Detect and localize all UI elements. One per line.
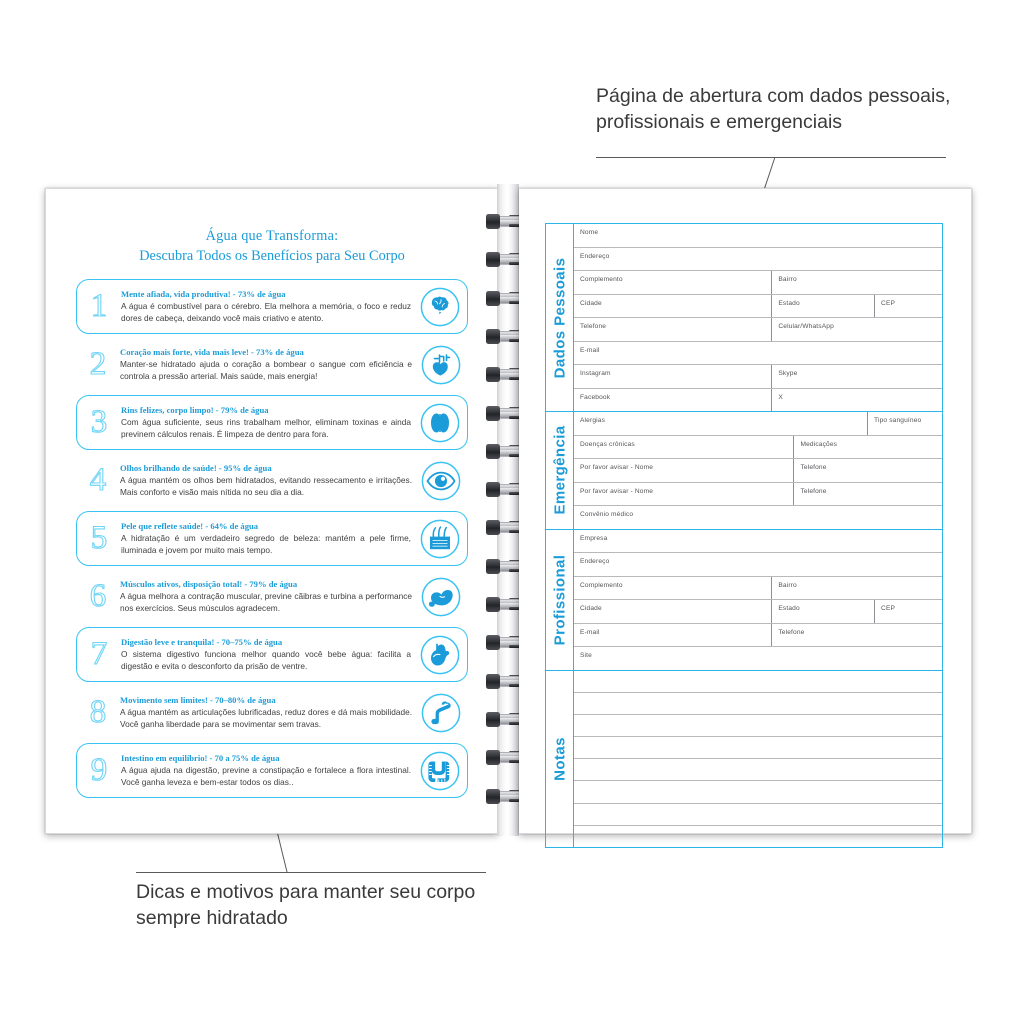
form-field-celular-whatsapp[interactable] — [772, 318, 955, 341]
notebook-spine — [497, 184, 519, 836]
benefit-number: 1 — [90, 288, 108, 325]
form-field-telefone[interactable] — [794, 459, 955, 482]
form-field-label: Tipo sanguíneo — [874, 417, 922, 424]
form-field-bairro[interactable] — [772, 577, 955, 600]
form-field-label: Doenças crônicas — [580, 440, 635, 448]
brain-icon — [417, 284, 463, 330]
benefit-text — [120, 579, 418, 615]
form-field-label: Estado — [778, 299, 800, 307]
section-tab-label: Profissional — [551, 554, 568, 645]
form-field-bairro[interactable] — [772, 271, 955, 294]
benefit-item — [76, 395, 468, 450]
benefit-text — [121, 637, 417, 673]
table-row — [574, 737, 942, 759]
benefit-text — [121, 753, 417, 789]
benefit-heading: Movimento sem limites! - 70–80% de água — [120, 695, 276, 706]
open-notebook — [45, 188, 971, 832]
form-section — [545, 529, 943, 670]
form-field-label: Celular/WhatsApp — [778, 323, 834, 330]
benefit-body: A hidratação é um verdadeiro segredo de beleza: mantém a pele firme, iluminada e jovem por muito mais tempo. — [121, 533, 411, 556]
table-row — [574, 506, 942, 529]
form-field-doen-as-cr-nicas[interactable] — [574, 436, 794, 459]
form-field-label: Telefone — [778, 628, 805, 636]
section-tab — [546, 412, 574, 529]
table-row — [574, 483, 942, 507]
table-row — [574, 624, 942, 648]
form-field-empresa[interactable] — [574, 530, 948, 553]
section-tab-label: Emergência — [551, 425, 568, 515]
benefit-body: Manter-se hidratado ajuda o coração a bombear o sangue com eficiência e controla a pressão arterial. Mais saúde, mais energia! — [120, 359, 412, 382]
form-field-label: Cidade — [580, 605, 602, 612]
table-row — [574, 295, 942, 319]
form-field-label: Endereço — [580, 252, 610, 260]
heart-icon — [418, 342, 464, 388]
benefit-body: Com água suficiente, seus rins trabalham melhor, eliminam toxinas e ainda previnem cálculos renais. É limpeza de dentro para fora. — [121, 417, 411, 440]
benefit-item — [76, 743, 468, 798]
section-tab — [546, 530, 574, 670]
benefit-number: 9 — [90, 752, 108, 789]
form-field-nome[interactable] — [574, 224, 948, 247]
benefit-text — [120, 695, 418, 731]
notes-write-line[interactable] — [574, 671, 942, 692]
eye-icon — [418, 458, 464, 504]
benefit-heading: Rins felizes, corpo limpo! - 79% de água — [121, 405, 269, 416]
notes-write-line[interactable] — [574, 804, 942, 825]
benefit-number: 2 — [89, 346, 107, 383]
table-row — [574, 577, 942, 601]
form-section — [545, 411, 943, 529]
form-field-estado[interactable] — [772, 295, 875, 318]
benefit-body: O sistema digestivo funciona melhor quando você bebe água: facilita a digestão e evita o desconforto da prisão de ventre. — [121, 649, 411, 672]
notes-write-line[interactable] — [574, 781, 942, 802]
form-field-label: X — [778, 393, 783, 401]
notes-write-line[interactable] — [574, 715, 942, 736]
table-row — [574, 271, 942, 295]
form-field-telefone[interactable] — [574, 318, 772, 341]
skin-icon — [417, 516, 463, 562]
form-field-label: Nome — [580, 229, 599, 236]
benefit-heading: Músculos ativos, disposição total! - 79% de água — [120, 579, 298, 590]
form-field-medica-es[interactable] — [794, 436, 955, 459]
form-field-instagram[interactable] — [574, 365, 772, 388]
benefit-item — [76, 279, 468, 334]
form-field-label: Complemento — [580, 276, 623, 283]
benefit-item — [76, 338, 468, 391]
table-row — [574, 600, 942, 624]
form-field-cidade[interactable] — [574, 295, 772, 318]
benefit-heading: Olhos brilhando de saúde! - 95% de água — [120, 463, 272, 474]
form-field-label: Instagram — [580, 370, 611, 377]
notes-write-line[interactable] — [574, 737, 942, 758]
section-body — [574, 530, 942, 670]
benefit-body: A água é combustível para o cérebro. Ela melhora a memória, o foco e reduz dores de cabeça, deixando você mais criativo e atento. — [121, 301, 411, 324]
table-row — [574, 389, 942, 412]
benefit-body: A água melhora a contração muscular, previne cãibras e turbina a performance nos exercícios. Seus músculos agradecem. — [120, 591, 412, 614]
form-field-conv-nio-m-dico[interactable] — [574, 506, 948, 529]
notes-write-line[interactable] — [574, 693, 942, 714]
benefit-number: 8 — [89, 694, 107, 731]
notes-write-line[interactable] — [574, 759, 942, 780]
benefit-text — [121, 289, 417, 325]
section-body — [574, 224, 942, 411]
intestine-icon — [417, 748, 463, 794]
form-field-label: Empresa — [580, 534, 608, 542]
benefit-text — [120, 347, 418, 383]
benefit-body: A água mantém as articulações lubrificadas, reduz dores e dá mais mobilidade. Você ganha liberdade para se movimentar sem travas. — [120, 707, 412, 730]
benefits-list — [76, 227, 468, 802]
form-field-label: Bairro — [778, 276, 797, 283]
benefit-heading: Digestão leve e tranquila! - 70–75% de água — [121, 637, 283, 648]
form-field-x[interactable] — [772, 389, 955, 412]
form-field-endere-o[interactable] — [574, 248, 948, 271]
section-tab — [546, 224, 574, 411]
benefit-item — [76, 454, 468, 507]
muscle-icon — [418, 574, 464, 620]
form-field-skype[interactable] — [772, 365, 955, 388]
benefit-heading: Pele que reflete saúde! - 64% de água — [121, 521, 259, 532]
benefit-heading: Mente afiada, vida produtiva! - 73% de água — [121, 289, 286, 300]
benefit-body: A água mantém os olhos bem hidratados, evitando ressecamento e irritações. Mais conforto e visão mais nítida no seu dia a dia. — [120, 475, 412, 498]
form-section — [545, 223, 943, 411]
callout-bottom-text: Dicas e motivos para manter seu corpo sempre hidratado — [136, 881, 476, 929]
table-row — [574, 342, 942, 366]
table-row — [574, 553, 942, 577]
table-row — [574, 318, 942, 342]
table-row — [574, 248, 942, 272]
table-row — [574, 671, 942, 693]
benefit-text — [120, 463, 418, 499]
section-tab-label: Dados Pessoais — [551, 257, 568, 378]
table-row — [574, 365, 942, 389]
form-field-por-favor-avisar-nome[interactable] — [574, 459, 794, 482]
form-field-e-mail[interactable] — [574, 342, 948, 365]
section-body — [574, 412, 942, 529]
table-row — [574, 224, 942, 248]
form-field-label: Facebook — [580, 393, 611, 401]
table-row — [574, 647, 942, 670]
benefit-item — [76, 570, 468, 623]
form-field-estado[interactable] — [772, 600, 875, 623]
form-field-alergias[interactable] — [574, 412, 868, 435]
form-field-cidade[interactable] — [574, 600, 772, 623]
benefit-number: 6 — [89, 578, 107, 615]
form-field-label: Medicações — [800, 440, 838, 448]
form-field-label: Telefone — [580, 323, 607, 330]
form-field-label: Telefone — [800, 487, 827, 495]
table-row — [574, 459, 942, 483]
form-field-label: E-mail — [580, 346, 600, 354]
form-field-label: Endereço — [580, 558, 610, 565]
notes-write-line[interactable] — [574, 826, 942, 847]
form-field-telefone[interactable] — [772, 624, 955, 647]
notebook-right-page — [519, 188, 972, 834]
table-row — [574, 759, 942, 781]
table-row — [574, 804, 942, 826]
form-field-complemento[interactable] — [574, 271, 772, 294]
benefit-number: 3 — [90, 404, 108, 441]
form-field-label: Cidade — [580, 299, 602, 307]
form-field-complemento[interactable] — [574, 577, 772, 600]
form-field-label: Por favor avisar - Nome — [580, 464, 654, 471]
form-field-label: Complemento — [580, 581, 623, 589]
benefit-body: A água ajuda na digestão, previne a constipação e fortalece a flora intestinal. Você ganha leveza e bem-estar todos os dias.. — [121, 765, 411, 788]
benefits-title — [76, 227, 468, 266]
benefit-item — [76, 511, 468, 566]
form-field-label: Telefone — [800, 464, 827, 471]
form-field-label: Skype — [778, 370, 798, 377]
benefit-text — [121, 521, 417, 557]
benefit-heading: Intestino em equilíbrio! - 70 a 75% de água — [121, 753, 280, 764]
joint-icon — [418, 690, 464, 736]
table-row — [574, 715, 942, 737]
table-row — [574, 781, 942, 803]
benefits-title-line1: Água que Transforma: — [205, 228, 339, 244]
form-field-por-favor-avisar-nome[interactable] — [574, 483, 794, 506]
form-field-facebook[interactable] — [574, 389, 772, 412]
personal-data-form — [545, 223, 943, 848]
benefits-title-line2: Descubra Todos os Benefícios para Seu Corpo — [139, 247, 405, 264]
section-tab — [546, 671, 574, 848]
form-field-label: Site — [580, 652, 592, 659]
form-field-tipo-sangu-neo[interactable] — [868, 412, 955, 435]
benefit-heading: Coração mais forte, vida mais leve! - 73% de água — [120, 347, 304, 358]
form-section — [545, 670, 943, 849]
notebook-left-page — [45, 188, 498, 834]
benefit-number: 7 — [90, 636, 108, 673]
benefit-text — [121, 405, 417, 441]
kidneys-icon — [417, 400, 463, 446]
table-row — [574, 693, 942, 715]
benefit-item — [76, 627, 468, 682]
section-tab-label: Notas — [551, 736, 568, 781]
form-field-label: Alergias — [580, 417, 606, 424]
stomach-icon — [417, 632, 463, 678]
benefit-number: 4 — [89, 462, 107, 499]
table-row — [574, 826, 942, 847]
table-row — [574, 436, 942, 460]
form-field-label: Estado — [778, 605, 800, 612]
form-field-site[interactable] — [574, 647, 948, 670]
form-field-label: Convênio médico — [580, 511, 634, 518]
form-field-label: Por favor avisar - Nome — [580, 487, 654, 495]
table-row — [574, 412, 942, 436]
section-body — [574, 671, 942, 848]
form-field-telefone[interactable] — [794, 483, 955, 506]
form-field-cep[interactable] — [875, 600, 962, 623]
form-field-label: CEP — [881, 605, 896, 612]
form-field-e-mail[interactable] — [574, 624, 772, 647]
table-row — [574, 530, 942, 554]
benefit-item — [76, 686, 468, 739]
form-field-label: E-mail — [580, 628, 600, 636]
form-field-label: Bairro — [778, 581, 797, 589]
callout-top-text: Página de abertura com dados pessoais, profissionais e emergenciais — [596, 85, 951, 133]
form-field-endere-o[interactable] — [574, 553, 948, 576]
benefit-number: 5 — [90, 520, 108, 557]
form-field-label: CEP — [881, 299, 896, 307]
form-field-cep[interactable] — [875, 295, 962, 318]
